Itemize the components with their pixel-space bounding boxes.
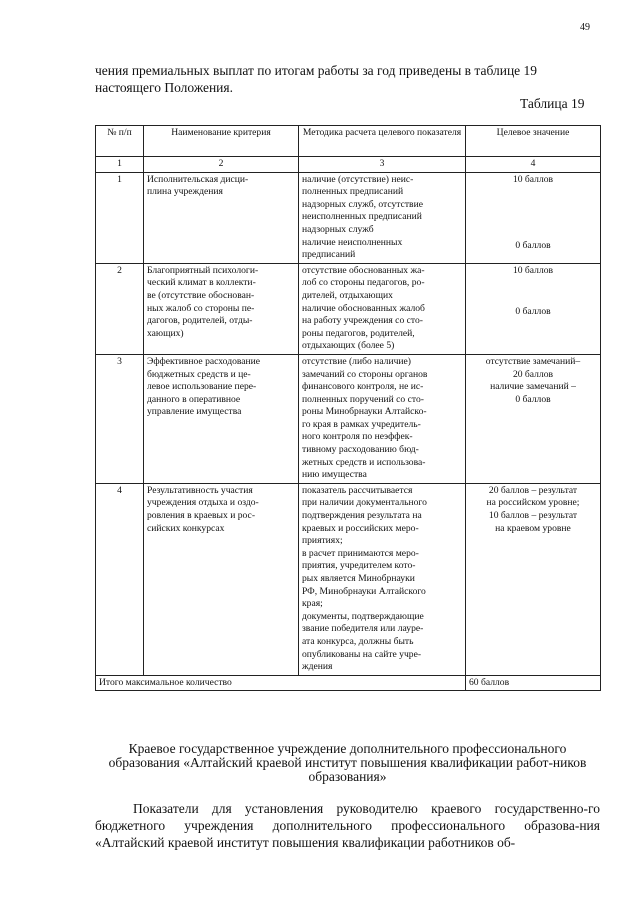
row-method: отсутствие обоснованных жа- лоб со стороны педагогов, ро- дителей, отдыхающих наличие обоснованных жалоб на работу учреждения со сто- роны педагогов, родителей, отдыхающих (более 5) xyxy=(299,263,466,354)
row-target: 20 баллов – результат на российском уровне; 10 баллов – результат на краевом уровне xyxy=(466,483,601,675)
row-method: наличие (отсутствие) неис- полненных предписаний надзорных служб, отсутствие неисполненных предписаний надзорных служб наличие неисполненных предписаний xyxy=(299,172,466,263)
criteria-table xyxy=(95,125,601,691)
target-value: 0 баллов xyxy=(515,240,551,252)
row-criterion: Исполнительская дисци- плина учреждения xyxy=(144,172,299,263)
target-value: 0 баллов xyxy=(515,306,551,318)
row-num: 3 xyxy=(96,354,144,483)
row-target xyxy=(466,172,601,263)
total-label: Итого максимальное количество xyxy=(96,675,466,691)
header-target: Целевое значение xyxy=(466,126,601,157)
row-num: 1 xyxy=(96,172,144,263)
row-target xyxy=(466,263,601,354)
header-method: Методика расчета целевого показателя xyxy=(299,126,466,157)
target-value: 10 баллов xyxy=(512,264,554,276)
header-criterion: Наименование критерия xyxy=(144,126,299,157)
organization-heading: Краевое государственное учреждение дополнительного профессионального образования «Алтайский краевой институт повышения квалификации работ-ников образования» xyxy=(108,741,587,784)
row-criterion: Эффективное расходование бюджетных средств и це- левое использование пере- данного в оперативное управление имущества xyxy=(144,354,299,483)
col-number: 4 xyxy=(466,157,601,173)
col-number: 2 xyxy=(144,157,299,173)
column-number-row xyxy=(96,157,601,173)
row-criterion: Результативность участия учреждения отдыха и оздо- ровления в краевых и рос- сийских конкурсах xyxy=(144,483,299,675)
table-row xyxy=(96,354,601,483)
page-number: 49 xyxy=(580,22,590,33)
total-value: 60 баллов xyxy=(466,675,601,691)
body-paragraph: Показатели для установления руководителю краевого государственно-го бюджетного учреждения дополнительного профессионального образова-ния «Алтайский краевой институт повышения квалификации работников об- xyxy=(95,801,600,850)
col-number: 1 xyxy=(96,157,144,173)
table-row xyxy=(96,483,601,675)
header-num: № п/п xyxy=(96,126,144,157)
table-row xyxy=(96,263,601,354)
table-caption: Таблица 19 xyxy=(520,96,585,111)
row-method: показатель рассчитывается при наличии документального подтверждения результата на краевых и российских меро- приятиях; в расчет принимаются меро- приятия, учредителем кото- рых является Минобрнауки РФ, Минобрнауки Алтайского края; документы, подтверждающие звание победителя или лауре- ата конкурса, должны быть опубликованы на сайте учре- ждения xyxy=(299,483,466,675)
row-target: отсутствие замечаний– 20 баллов наличие замечаний – 0 баллов xyxy=(466,354,601,483)
target-value: 10 баллов xyxy=(512,173,554,185)
total-row xyxy=(96,675,601,691)
row-num: 2 xyxy=(96,263,144,354)
table-header-row xyxy=(96,126,601,157)
table-row xyxy=(96,172,601,263)
row-criterion: Благоприятный психологи- ческий климат в коллекти- ве (отсутствие обоснован- ных жалоб со стороны пе- дагогов, родителей, отды- хающих) xyxy=(144,263,299,354)
col-number: 3 xyxy=(299,157,466,173)
intro-text: чения премиальных выплат по итогам работы за год приведены в таблице 19 настоящего Положения. xyxy=(95,63,538,95)
row-method: отсутствие (либо наличие) замечаний со стороны органов финансового контроля, не ис- полненных поручений со сто- роны Минобрнауки Алтайско- го края в рамках учредитель- ного контроля по неэффек- тивному расходованию бюд- жетных средств и использова- нию имущества xyxy=(299,354,466,483)
row-num: 4 xyxy=(96,483,144,675)
